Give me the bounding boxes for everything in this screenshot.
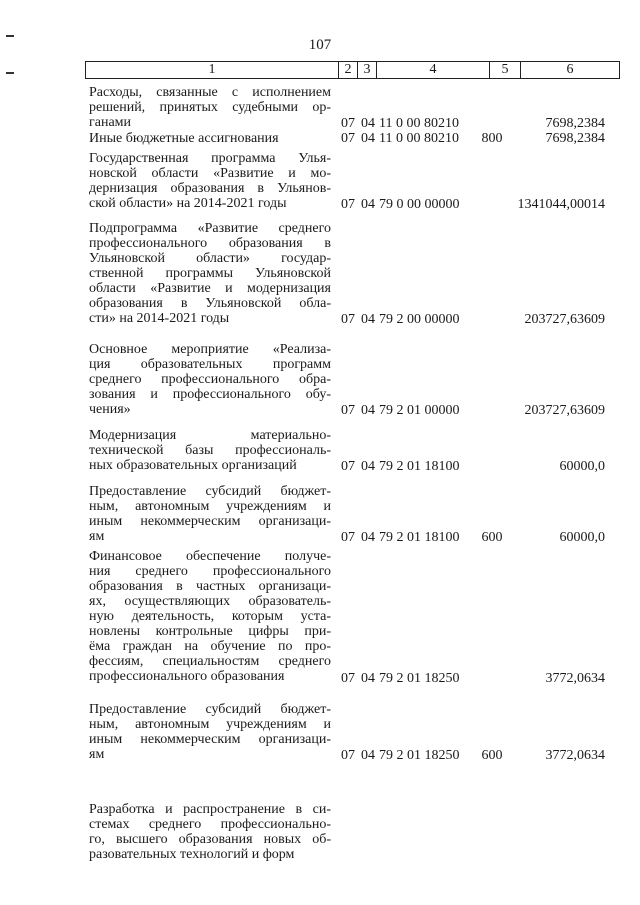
- row-codes: [89, 197, 609, 212]
- description-line: Предоставление субсидий бюджет-: [89, 484, 331, 499]
- description-line: разовательных технологий и форм: [89, 847, 295, 862]
- amount: 3772,0634: [545, 747, 605, 763]
- subsection-code: 04: [361, 312, 375, 328]
- row-codes: [89, 131, 609, 146]
- table-row: [89, 702, 609, 763]
- description-line: ской области» на 2014-2021 годы: [89, 196, 287, 211]
- table-row: [89, 221, 609, 327]
- target-article-code: 79 0 00 00000: [379, 196, 460, 212]
- description-line: среднего профессионального обра-: [89, 372, 331, 387]
- description-line: фессиям, специальностям среднего: [89, 654, 331, 669]
- description-line: Предоставление субсидий бюджет-: [89, 702, 331, 717]
- description-line: ганами: [89, 115, 132, 130]
- description-line: Финансовое обеспечение получе-: [89, 549, 331, 564]
- column-header-4: 4: [377, 62, 490, 79]
- description-line: Модернизация материально-: [89, 428, 331, 443]
- table-row: [89, 484, 609, 545]
- section-code: 07: [341, 403, 355, 418]
- subsection-code: 04: [361, 747, 375, 763]
- description-line: Иные бюджетные ассигнования: [89, 131, 279, 146]
- column-header-2: 2: [339, 62, 358, 79]
- description-line: решений, принятых судебными ор-: [89, 100, 331, 115]
- target-article-code: 79 2 01 18250: [379, 670, 460, 686]
- column-header-6: 6: [521, 62, 620, 79]
- description-line: дернизация образования в Ульянов-: [89, 181, 331, 196]
- description-line: иным некоммерческим организаци-: [89, 514, 331, 529]
- section-code: 07: [341, 131, 355, 147]
- description-line: Государственная программа Улья-: [89, 151, 331, 166]
- description-line: ция образовательных программ: [89, 357, 331, 372]
- row-codes: [89, 403, 609, 418]
- description-line: го, высшего образования новых об-: [89, 832, 331, 847]
- expense-type-code: 800: [481, 131, 503, 147]
- expense-type-code: 600: [481, 747, 503, 763]
- section-code: 07: [341, 312, 355, 328]
- section-code: 07: [341, 529, 355, 545]
- amount: 1341044,00014: [517, 196, 605, 212]
- description-line: ёма граждан на обучение по про-: [89, 639, 331, 654]
- description-line: Ульяновской области» государ-: [89, 251, 331, 266]
- table-row: [89, 151, 609, 212]
- description-line: ную деятельность, которым уста-: [89, 609, 331, 624]
- section-code: 07: [341, 458, 355, 474]
- expense-type-code: 600: [481, 529, 503, 545]
- row-codes: [89, 116, 609, 131]
- column-header-3: 3: [358, 62, 377, 79]
- amount: 60000,0: [559, 458, 605, 474]
- description-line: образования в частных организаци-: [89, 579, 331, 594]
- description-line: Разработка и распространение в си-: [89, 802, 331, 817]
- section-code: 07: [341, 115, 355, 131]
- description-line: ным, автономным учреждениям и: [89, 499, 331, 514]
- description-line: области «Развитие и модернизация: [89, 281, 331, 296]
- description-line: Расходы, связанные с исполнением: [89, 85, 331, 100]
- section-code: 07: [341, 747, 355, 763]
- page-number: 107: [308, 37, 332, 53]
- table-row: [89, 428, 609, 474]
- description-line: стемах среднего профессионально-: [89, 817, 331, 832]
- row-codes: [89, 459, 609, 474]
- description-line: ям: [89, 529, 105, 544]
- description-line: профессионального образования в: [89, 236, 331, 251]
- row-codes: [89, 748, 609, 763]
- target-article-code: 79 2 01 18100: [379, 458, 460, 474]
- row-description: [89, 221, 331, 326]
- subsection-code: 04: [361, 115, 375, 131]
- table-row: [89, 131, 609, 146]
- description-line: ях, осуществляющих образователь-: [89, 594, 331, 609]
- amount: 203727,63609: [524, 403, 605, 418]
- column-header-1: 1: [86, 62, 339, 79]
- description-line: ственной программы Ульяновской: [89, 266, 331, 281]
- section-code: 07: [341, 670, 355, 686]
- section-code: 07: [341, 196, 355, 212]
- table-row: [89, 802, 609, 863]
- column-header-row: [85, 61, 620, 79]
- description-line: ных образовательных организаций: [89, 458, 297, 473]
- description-line: новской области «Развитие и мо-: [89, 166, 331, 181]
- amount: 60000,0: [559, 529, 605, 545]
- target-article-code: 79 2 01 00000: [379, 403, 460, 418]
- amount: 3772,0634: [545, 670, 605, 686]
- column-header-5: 5: [490, 62, 521, 79]
- description-line: образования в Ульяновской обла-: [89, 296, 331, 311]
- amount: 7698,2384: [545, 131, 605, 147]
- description-line: сти» на 2014-2021 годы: [89, 311, 230, 326]
- table-row: [89, 549, 609, 686]
- description-line: новлены контрольные цифры при-: [89, 624, 331, 639]
- subsection-code: 04: [361, 131, 375, 147]
- row-codes: [89, 530, 609, 545]
- description-line: технической базы профессиональ-: [89, 443, 331, 458]
- row-codes: [89, 312, 609, 327]
- description-line: Подпрограмма «Развитие среднего: [89, 221, 331, 236]
- scan-edge-mark: [6, 35, 14, 37]
- description-line: чения»: [89, 402, 131, 417]
- description-line: зования и профессионального обу-: [89, 387, 331, 402]
- row-codes: [89, 848, 609, 863]
- target-article-code: 79 2 01 18100: [379, 529, 460, 545]
- description-line: иным некоммерческим организаци-: [89, 732, 331, 747]
- amount: 203727,63609: [524, 312, 605, 328]
- table-row: [89, 342, 609, 418]
- subsection-code: 04: [361, 670, 375, 686]
- target-article-code: 11 0 00 80210: [379, 131, 459, 147]
- subsection-code: 04: [361, 458, 375, 474]
- description-line: профессионального образования: [89, 669, 285, 684]
- description-line: ным, автономным учреждениям и: [89, 717, 331, 732]
- row-description: [89, 549, 331, 684]
- subsection-code: 04: [361, 403, 375, 418]
- target-article-code: 11 0 00 80210: [379, 115, 459, 131]
- target-article-code: 79 2 01 18250: [379, 747, 460, 763]
- subsection-code: 04: [361, 196, 375, 212]
- description-line: Основное мероприятие «Реализа-: [89, 342, 331, 357]
- scan-edge-mark: [6, 72, 14, 74]
- row-codes: [89, 671, 609, 686]
- amount: 7698,2384: [545, 115, 605, 131]
- table-row: [89, 85, 609, 131]
- description-line: ния среднего профессионального: [89, 564, 331, 579]
- description-line: ям: [89, 747, 105, 762]
- subsection-code: 04: [361, 529, 375, 545]
- target-article-code: 79 2 00 00000: [379, 312, 460, 328]
